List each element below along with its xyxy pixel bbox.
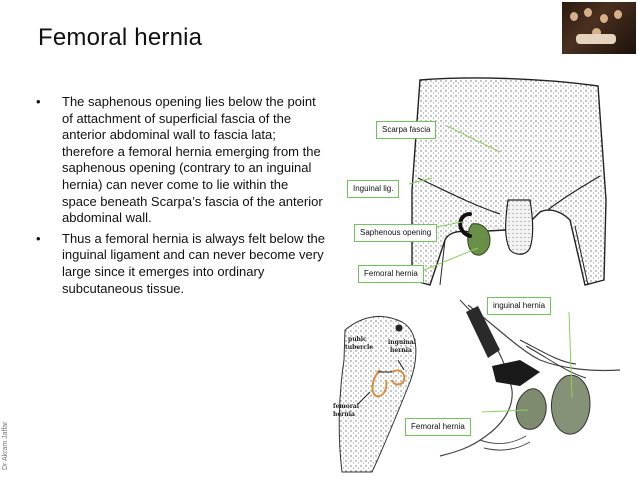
slide-title: Femoral hernia xyxy=(38,24,203,51)
femoral-hernia-label-top: Femoral hernia xyxy=(358,265,424,283)
inguinal-hernia-annotation-line2: hernia xyxy=(390,347,412,354)
inguinal-ligament-label: Inguinal lig. xyxy=(347,180,399,198)
inguinal-hernia-sac xyxy=(551,375,590,434)
inguinal-hernia-annotation-line1: inguinal xyxy=(388,339,417,346)
external-genitalia xyxy=(506,200,533,254)
pubic-tubercle-annotation-line2: tubercle xyxy=(345,344,374,351)
bullet-symbol: • xyxy=(36,230,41,246)
bullet-symbol: • xyxy=(36,94,41,109)
bullet-text: Thus a femoral hernia is always felt below the inguinal ligament and can never become very large since it emerges into ordinary subcutaneous tissue. xyxy=(62,230,326,296)
bullet-text: The saphenous opening lies below the point of attachment of superficial fascia of the anterior abdominal wall to fascia lata; therefore a femoral hernia emerging from the saphenous opening (contrary to an inguinal hernia) can never come to lie within the space beneath Scarpa’s fascia of the anterior abdominal wall. xyxy=(62,94,323,226)
author-watermark: Dr Akram Jaffar xyxy=(2,421,9,470)
abdomen-thigh-drawing xyxy=(412,78,606,285)
femoral-hernia-annotation-line2: hernia xyxy=(333,411,355,418)
pubic-tubercle-annotation-line1: pubic xyxy=(348,336,367,343)
femoral-hernia-annotation-line1: femoral xyxy=(333,403,360,410)
femoral-hernia-label-bottom: Femoral hernia xyxy=(405,418,471,436)
anatomical-dot xyxy=(396,325,403,332)
scarpa-fascia-label: Scarpa fascia xyxy=(376,121,436,139)
abdominal-wall xyxy=(412,78,606,285)
inguinal-hernia-label-bottom: inguinal hernia xyxy=(487,297,551,315)
saphenous-opening-label: Saphenous opening xyxy=(354,224,437,242)
spermatic-cord-dark xyxy=(492,360,540,386)
femoral-hernia-sac xyxy=(516,389,546,430)
